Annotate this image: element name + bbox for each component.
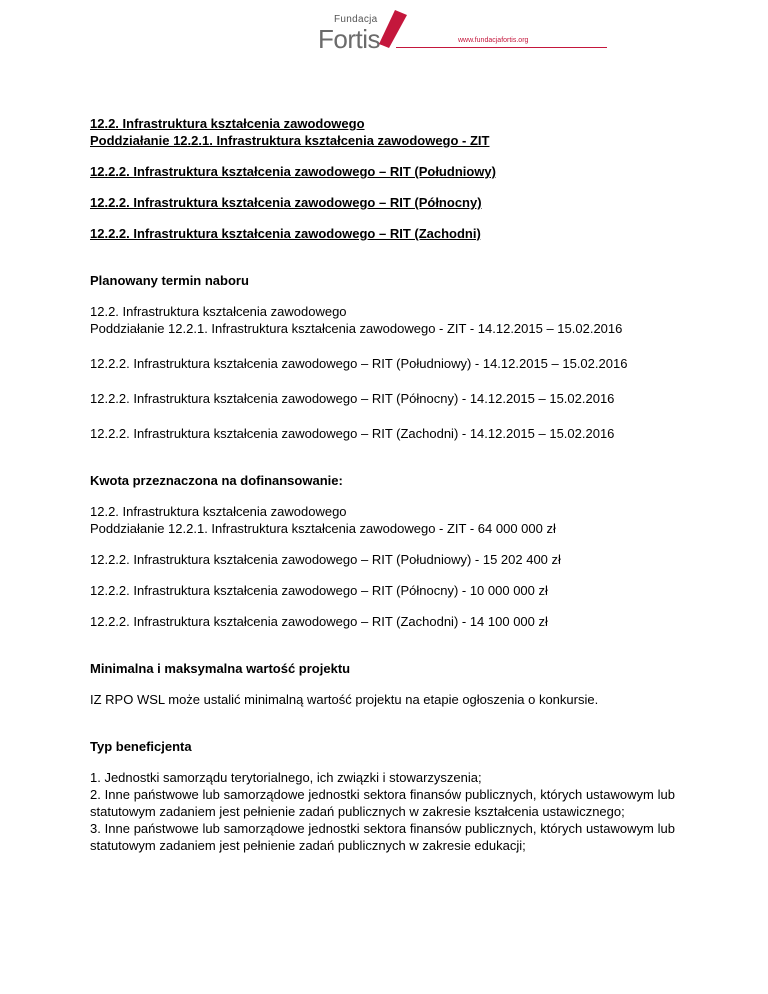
kwota-line: 12.2.2. Infrastruktura kształcenia zawodowego – RIT (Zachodni) - 14 100 000 zł	[90, 614, 548, 629]
termin-line: Poddziałanie 12.2.1. Infrastruktura kształcenia zawodowego - ZIT - 14.12.2015 – 15.02.2016	[90, 321, 623, 336]
intro-line: 12.2.2. Infrastruktura kształcenia zawodowego – RIT (Południowy)	[90, 164, 496, 179]
beneficjent-item: 1. Jednostki samorządu terytorialnego, ich związki i stowarzyszenia;	[90, 770, 482, 785]
document-body	[90, 115, 675, 854]
kwota-line: Poddziałanie 12.2.1. Infrastruktura kształcenia zawodowego - ZIT - 64 000 000 zł	[90, 521, 556, 536]
termin-line: 12.2. Infrastruktura kształcenia zawodowego	[90, 304, 347, 319]
beneficjent-item: 2. Inne państwowe lub samorządowe jednostki sektora finansów publicznych, których ustawowym lub statutowym zadaniem jest pełnienie zadań publicznych w zakresie kształcenia ustawicznego;	[90, 787, 675, 819]
page-header	[0, 0, 768, 60]
kwota-line: 12.2.2. Infrastruktura kształcenia zawodowego – RIT (Południowy) - 15 202 400 zł	[90, 552, 561, 567]
section-heading-beneficjent: Typ beneficjenta	[90, 739, 192, 754]
header-divider	[396, 47, 607, 48]
intro-line: Poddziałanie 12.2.1. Infrastruktura kształcenia zawodowego - ZIT	[90, 133, 490, 148]
termin-line: 12.2.2. Infrastruktura kształcenia zawodowego – RIT (Zachodni) - 14.12.2015 – 15.02.2016	[90, 426, 615, 441]
logo-brand-top: Fundacja	[334, 14, 378, 25]
termin-line: 12.2.2. Infrastruktura kształcenia zawodowego – RIT (Południowy) - 14.12.2015 – 15.02.2016	[90, 356, 628, 371]
section-heading-termin: Planowany termin naboru	[90, 273, 249, 288]
wartosc-text: IZ RPO WSL może ustalić minimalną wartość projektu na etapie ogłoszenia o konkursie.	[90, 692, 599, 707]
termin-line: 12.2.2. Infrastruktura kształcenia zawodowego – RIT (Północny) - 14.12.2015 – 15.02.2016	[90, 391, 615, 406]
intro-line: 12.2. Infrastruktura kształcenia zawodowego	[90, 116, 365, 131]
intro-line: 12.2.2. Infrastruktura kształcenia zawodowego – RIT (Północny)	[90, 195, 482, 210]
kwota-line: 12.2. Infrastruktura kształcenia zawodowego	[90, 504, 347, 519]
beneficjent-item: 3. Inne państwowe lub samorządowe jednostki sektora finansów publicznych, których ustawowym lub statutowym zadaniem jest pełnienie zadań publicznych w zakresie edukacji;	[90, 821, 675, 853]
logo-brand-name: Fortis	[318, 24, 380, 54]
section-heading-wartosc: Minimalna i maksymalna wartość projektu	[90, 661, 351, 676]
logo-slash-icon	[377, 10, 409, 50]
logo-url[interactable]: www.fundacjafortis.org	[458, 37, 529, 44]
intro-line: 12.2.2. Infrastruktura kształcenia zawodowego – RIT (Zachodni)	[90, 226, 481, 241]
section-heading-kwota: Kwota przeznaczona na dofinansowanie:	[90, 473, 343, 488]
kwota-line: 12.2.2. Infrastruktura kształcenia zawodowego – RIT (Północny) - 10 000 000 zł	[90, 583, 548, 598]
